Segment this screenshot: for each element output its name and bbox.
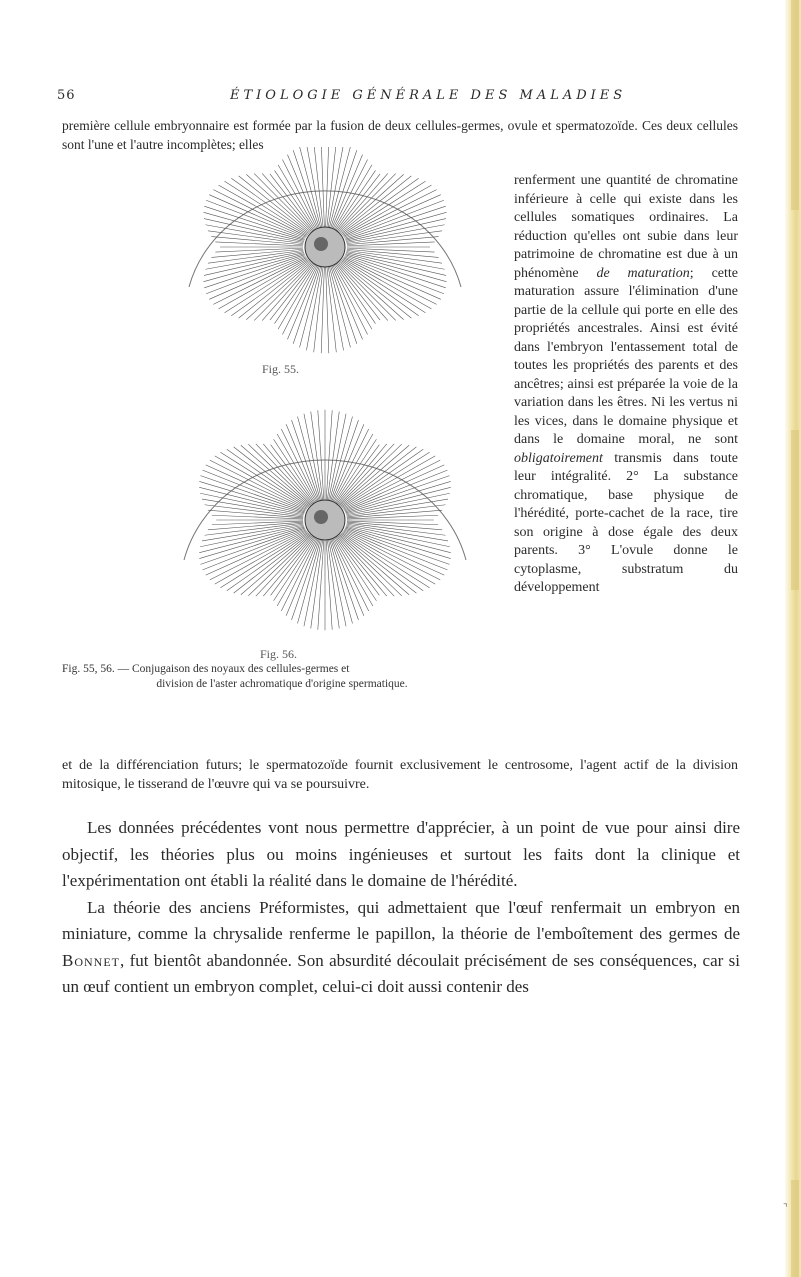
right-column-text: [514, 172, 738, 598]
right-text-2: ; cette maturation assure l'élimination d'une partie de la cellule qui porte en elle des propriétés ancestrales. Ainsi est évité dans l'embryon l'entassement total de toutes les propriétés des parents et des ancêtres; ainsi est préparée la voie de la variation dans les êtres. Ni les vertus ni les vices, dans le domaine physique et dans le domaine moral, ne sont: [514, 265, 738, 447]
aster-56-ray: [341, 533, 423, 591]
figure-56-illustration: [175, 400, 475, 650]
figure-56: [175, 400, 475, 650]
body-p1: Les données précédentes vont nous permettre d'apprécier, à un point de vue pour ainsi dire objectif, les théories plus ou moins ingénieuses et surtout les faits dont la clinique et l'expérimentation ont établi la réalité dans le domaine de l'hérédité.: [62, 818, 740, 890]
aster-55-ray: [328, 267, 343, 351]
figure-55: [175, 147, 475, 367]
aster-55-ray: [341, 178, 418, 233]
aster-55-ray: [329, 147, 350, 228]
body-paragraph-1: [62, 815, 740, 895]
aster-56-ray: [200, 528, 304, 564]
figure-56-label: Fig. 56.: [260, 647, 298, 661]
body-paragraph-2: [62, 895, 740, 1001]
aster-56-ray: [331, 539, 359, 620]
aster-56-ray: [220, 452, 307, 507]
lead-text: première cellule embryonnaire est formée par la fusion de deux cellules-germes, ovule et spermatozoïde. Ces deux cellules sont l'une et l'autre incomplètes; elles: [62, 118, 738, 152]
caption-line-1: Fig. 55, 56. — Conjugaison des noyaux des cellules-germes et: [62, 663, 350, 675]
running-title: ÉTIOLOGIE GÉNÉRALE DES MALADIES: [230, 88, 627, 103]
aster-55-ray: [340, 176, 411, 233]
running-header: [0, 88, 801, 108]
aster-56-ray: [342, 452, 429, 507]
body-p2b: , fut bientôt abandonnée. Son absurdité découlait précisément de ses conséquences, car si un œuf contient un embryon complet, celui-ci doit aussi contenir des: [62, 950, 740, 996]
aster-56-ray: [347, 515, 438, 519]
aster-56-ray: [346, 487, 451, 514]
body-p2a: La théorie des anciens Préformistes, qui admettaient que l'œuf renfermait un embryon en miniature, comme la chrysalide renferme le papillon, la théorie de l'emboîtement des germes de: [62, 897, 740, 943]
aster-56-ray: [346, 481, 451, 512]
aster-56-ray: [200, 476, 304, 512]
aster-56-ray: [227, 449, 309, 507]
aster-55-ray: [231, 178, 308, 233]
aster-55-ray: [215, 242, 303, 246]
body-text: [62, 815, 740, 1001]
aster-55-ray: [300, 147, 321, 228]
aster-55-ray: [337, 263, 387, 320]
aster-56-ray: [215, 456, 307, 508]
aster-55-ray: [287, 266, 318, 340]
aster-55-ray: [262, 263, 312, 320]
aster-56-ray: [347, 499, 449, 516]
aster-56-ray: [220, 532, 307, 587]
author-name: Bonnet: [62, 950, 120, 970]
aster-56-ray: [341, 449, 423, 507]
aster-55-ray: [306, 147, 321, 227]
aster-56-ray: [345, 528, 449, 564]
aster-56-ray: [199, 527, 304, 558]
aster-55-ray: [208, 231, 303, 244]
page-number: 56: [57, 88, 76, 103]
aster-56-ray: [202, 524, 304, 541]
aster-56-ray: [345, 476, 449, 512]
aster-55-ray: [208, 250, 303, 263]
aster-55-ray: [347, 237, 439, 245]
right-em-2: obligatoirement: [514, 450, 603, 466]
figure-55-illustration: [175, 147, 475, 367]
aster-55-ray: [300, 266, 321, 347]
aster-56-ray: [346, 527, 451, 558]
figure-55-label: Fig. 55.: [262, 362, 300, 376]
aster-55-ray: [347, 250, 442, 263]
aster-56-ray: [346, 526, 451, 553]
aster-55-ray: [211, 249, 303, 257]
aster-55-ray: [347, 231, 442, 244]
right-em-1: de maturation: [596, 265, 690, 281]
aster-56-ray: [212, 521, 303, 525]
right-text-3: transmis dans toute leur intégralité. 2° La substance chromatique, base physique de l'hérédité, porte-cachet de la race, tire son origine à dose égale des deux parents. 3° L'ovule donne le cytoplasme, substratum du développement: [514, 450, 738, 595]
aster-56-ray: [286, 539, 318, 616]
aster-56-ray: [332, 424, 364, 501]
figure-caption: [62, 662, 502, 692]
aster-55-ray: [332, 266, 363, 340]
corner-mark: ⌝: [783, 1203, 788, 1214]
aster-55-ray: [340, 261, 411, 318]
aster-56-ray: [332, 539, 364, 616]
aster-56-ray: [343, 532, 435, 584]
aster-55-ray: [341, 260, 418, 315]
aster-55-ray: [215, 248, 303, 252]
aster-56-ray: [212, 515, 303, 519]
aster-55-ray: [347, 249, 439, 257]
aster-56-ray: [342, 532, 429, 587]
aster-56-ray: [199, 487, 304, 514]
aster-56-ray: [286, 424, 318, 501]
aster-56-ray: [199, 481, 304, 512]
aster-55-ray: [239, 261, 310, 318]
aster-55-ray: [329, 266, 350, 347]
aster-56-ray: [199, 526, 304, 553]
aster-56-ray: [215, 532, 307, 584]
aster-56-chromatin: [314, 510, 328, 524]
aster-55-ray: [211, 237, 303, 245]
caption-line-2: division de l'aster achromatique d'origine spermatique.: [156, 678, 408, 690]
aster-55-ray: [347, 248, 435, 252]
aster-55-ray: [262, 173, 312, 230]
aster-56-ray: [292, 539, 320, 620]
aster-56-ray: [347, 524, 449, 541]
aster-55-ray: [306, 267, 321, 351]
aster-55-chromatin: [314, 237, 328, 251]
aster-56-ray: [227, 533, 309, 591]
aster-56-ray: [347, 521, 438, 525]
aster-55-ray: [231, 260, 308, 315]
right-text-1: renferment une quantité de chromatine inférieure à celle qui existe dans les cellules somatiques ordinaires. La réduction qu'elles ont subie dans leur patrimoine de chromatine est due à un phénomène: [514, 173, 738, 281]
bottom-small-paragraph: et de la différenciation futurs; le spermatozoïde fournit exclusivement le centrosome, l'agent actif de la division mitosique, le tisserand de l'œuvre qui va se poursuivre.: [62, 758, 738, 792]
aster-55-ray: [239, 176, 310, 233]
aster-56-ray: [202, 499, 304, 516]
aster-55-ray: [337, 173, 387, 230]
aster-55-ray: [328, 147, 343, 227]
aster-55-ray: [347, 242, 435, 246]
aster-56-ray: [343, 456, 435, 508]
page-edge: [785, 0, 801, 1277]
